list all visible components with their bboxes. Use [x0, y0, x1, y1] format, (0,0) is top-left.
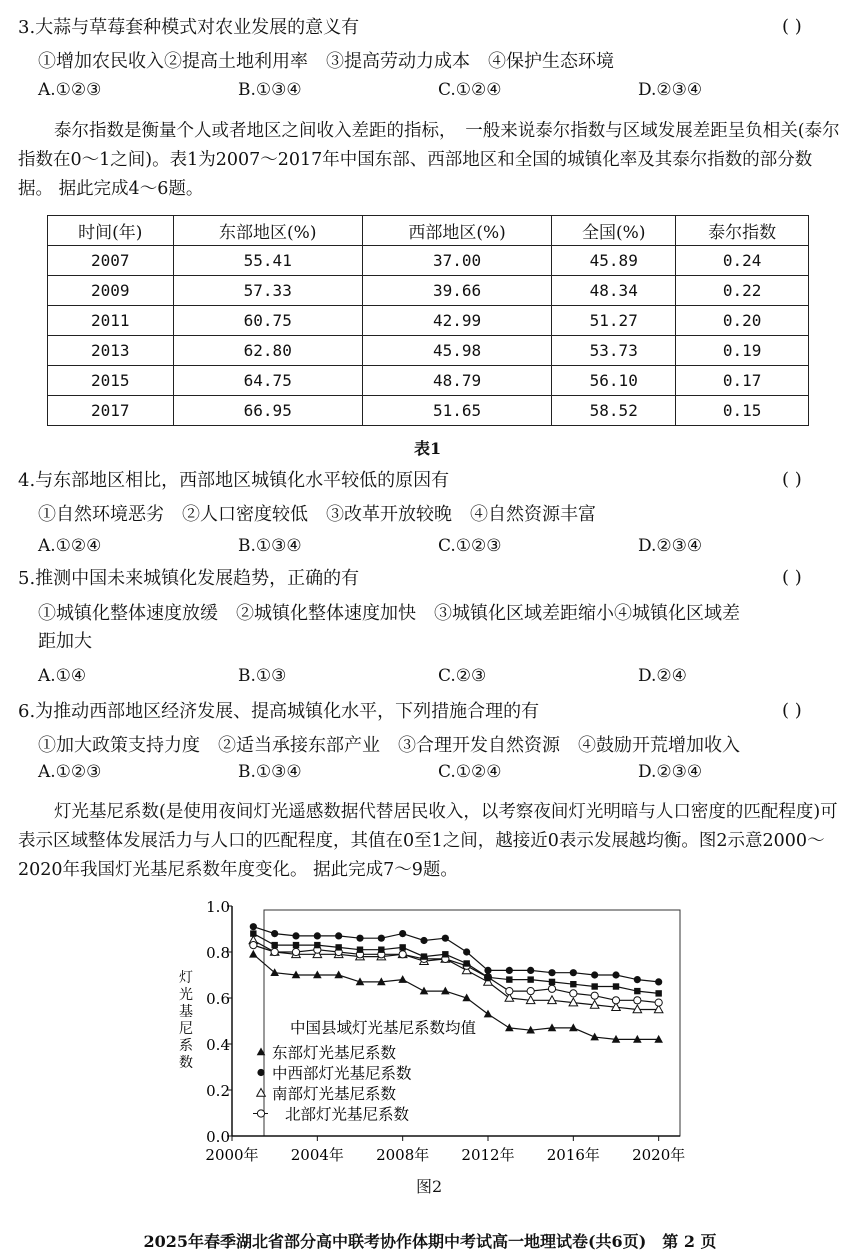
- passage-theil-text: 泰尔指数是衡量个人或者地区之间收入差距的指标， 一般来说泰尔指数与区域发展差距呈负相关(泰尔指数在0～1之间)。表1为2007～2017年中国东部、西部地区和全国的城镇化率及其泰尔指数的部分数据。 据此完成4～6题。: [18, 121, 840, 199]
- figure-2-line-chart: [0, 900, 860, 1170]
- x-tick-label: 2004年: [290, 1146, 344, 1164]
- q5-option-c: C.②③: [438, 666, 487, 686]
- data-point: [506, 967, 513, 974]
- q4-option-c: C.①②③: [438, 536, 502, 556]
- data-point: [314, 932, 321, 939]
- data-point: [292, 948, 299, 955]
- q4-option-a: A.①②④: [38, 536, 102, 556]
- y-tick-label: 0.0: [206, 1128, 230, 1146]
- table-row: [48, 336, 809, 366]
- table-1: [47, 215, 809, 426]
- data-point: [590, 1033, 599, 1041]
- table-cell: 58.52: [552, 396, 676, 426]
- data-point: [421, 953, 427, 959]
- table-cell: 53.73: [552, 336, 676, 366]
- legend-label: 北部灯光基尼系数: [285, 1105, 410, 1124]
- data-point: [442, 935, 449, 942]
- data-point: [356, 935, 363, 942]
- q4-statements: ①自然环境恶劣 ②人口密度较低 ③改革开放较晚 ④自然资源丰富: [38, 504, 596, 525]
- q5-option-a: A.①④: [38, 666, 87, 686]
- table-cell: 0.19: [676, 336, 809, 366]
- data-point: [314, 942, 320, 948]
- y-axis-label-char: 光: [179, 987, 193, 1003]
- q5-statements-line1: ①城镇化整体速度放缓 ②城镇化整体速度加快 ③城镇化区域差距缩小④城镇化区域差: [38, 603, 740, 624]
- header-east: 东部地区(%): [173, 216, 362, 246]
- table-cell: 0.20: [676, 306, 809, 336]
- q5-stem: 5.推测中国未来城镇化发展趋势，正确的有: [18, 568, 360, 589]
- data-point: [591, 992, 598, 999]
- y-tick-label: 1.0: [206, 900, 230, 916]
- data-point: [506, 988, 513, 995]
- data-point: [548, 996, 557, 1004]
- header-theil: 泰尔指数: [676, 216, 809, 246]
- header-west: 西部地区(%): [362, 216, 551, 246]
- y-axis-label-char: 系: [179, 1038, 193, 1054]
- data-point: [271, 948, 278, 955]
- table-cell: 45.98: [362, 336, 551, 366]
- legend-title: 中国县域灯光基尼系数均值: [290, 1019, 477, 1037]
- series-group: [250, 930, 662, 996]
- table-row: [48, 306, 809, 336]
- q3-stem: 3.大蒜与草莓套种模式对农业发展的意义有: [18, 17, 360, 38]
- x-tick-label: 2012年: [461, 1146, 515, 1164]
- data-point: [634, 976, 641, 983]
- data-point: [612, 971, 619, 978]
- table-row: [48, 396, 809, 426]
- data-point: [612, 997, 619, 1004]
- passage-light-gini-text: 灯光基尼系数(是使用夜间灯光遥感数据代替居民收入，以考察夜间灯光明暗与人口密度的匹配程度)可表示区域整体发展活力与人口的匹配程度，其值在0至1之间，越接近0表示发展越均衡。图2示意2000～2020年我国灯光基尼系数年度变化。 据此完成7～9题。: [18, 802, 838, 880]
- data-point: [250, 923, 257, 930]
- table-cell: 62.80: [173, 336, 362, 366]
- table-cell: 56.10: [552, 366, 676, 396]
- data-point: [398, 975, 407, 983]
- table-caption: 表1: [414, 439, 442, 458]
- table-cell: 2017: [48, 396, 174, 426]
- data-point: [463, 960, 469, 966]
- table-row: [48, 246, 809, 276]
- table-cell: 37.00: [362, 246, 551, 276]
- table-cell: 64.75: [173, 366, 362, 396]
- data-point: [570, 981, 576, 987]
- data-point: [570, 969, 577, 976]
- q3-option-c: C.①②④: [438, 80, 502, 100]
- y-tick-label: 0.2: [206, 1082, 230, 1100]
- q6-option-b: B.①③④: [238, 762, 302, 782]
- data-point: [655, 999, 662, 1006]
- table-cell: 60.75: [173, 306, 362, 336]
- passage-theil-index: [18, 117, 840, 204]
- table-cell: 0.15: [676, 396, 809, 426]
- table-cell: 2007: [48, 246, 174, 276]
- q3-statements: ①增加农民收入②提高土地利用率 ③提高劳动力成本 ④保护生态环境: [38, 51, 614, 72]
- data-point: [527, 976, 533, 982]
- table-cell: 51.27: [552, 306, 676, 336]
- x-tick-label: 2020年: [632, 1146, 686, 1164]
- table-cell: 0.17: [676, 366, 809, 396]
- table-cell: 48.34: [552, 276, 676, 306]
- table-row: [48, 276, 809, 306]
- header-national: 全国(%): [552, 216, 676, 246]
- data-point: [634, 988, 640, 994]
- data-point: [548, 985, 555, 992]
- q5-option-d: D.②④: [638, 666, 687, 686]
- q4-option-b: B.①③④: [238, 536, 302, 556]
- q4-answer-bracket: ( ): [782, 469, 802, 490]
- table-cell: 45.89: [552, 246, 676, 276]
- table-cell: 0.22: [676, 276, 809, 306]
- data-point: [527, 988, 534, 995]
- q5-statements-line2: 距加大: [38, 631, 92, 652]
- q4-stem: 4.与东部地区相比，西部地区城镇化水平较低的原因有: [18, 470, 450, 491]
- data-point: [591, 971, 598, 978]
- data-point: [613, 983, 619, 989]
- table-cell: 66.95: [173, 396, 362, 426]
- data-point: [399, 930, 406, 937]
- data-point: [378, 947, 384, 953]
- data-point: [484, 967, 491, 974]
- table-cell: 2013: [48, 336, 174, 366]
- series-group: [250, 942, 663, 1007]
- q3-option-b: B.①③④: [238, 80, 302, 100]
- table-cell: 0.24: [676, 246, 809, 276]
- q5-option-b: B.①③: [238, 666, 287, 686]
- q6-statements: ①加大政策支持力度 ②适当承接东部产业 ③合理开发自然资源 ④鼓励开荒增加收入: [38, 735, 740, 756]
- data-point: [271, 930, 278, 937]
- data-point: [655, 990, 661, 996]
- table-cell: 2009: [48, 276, 174, 306]
- data-point: [399, 951, 406, 958]
- table-row: [48, 366, 809, 396]
- data-point: [292, 932, 299, 939]
- legend-label: 南部灯光基尼系数: [272, 1085, 397, 1103]
- y-axis-label-char: 数: [179, 1055, 193, 1071]
- data-point: [485, 974, 491, 980]
- data-point: [249, 950, 258, 958]
- legend-marker: [257, 1069, 264, 1076]
- legend-label: 中西部灯光基尼系数: [272, 1064, 412, 1083]
- data-point: [570, 990, 577, 997]
- q5-answer-bracket: ( ): [782, 567, 802, 588]
- legend-marker: [257, 1110, 264, 1117]
- q4-option-d: D.②③④: [638, 536, 703, 556]
- data-point: [548, 969, 555, 976]
- data-point: [335, 932, 342, 939]
- data-point: [399, 944, 405, 950]
- data-point: [591, 983, 597, 989]
- data-point: [442, 951, 448, 957]
- table-cell: 57.33: [173, 276, 362, 306]
- data-point: [420, 937, 427, 944]
- x-tick-label: 2016年: [546, 1146, 600, 1164]
- table-cell: 2011: [48, 306, 174, 336]
- y-tick-label: 0.4: [206, 1036, 230, 1054]
- table-cell: 39.66: [362, 276, 551, 306]
- table-cell: 48.79: [362, 366, 551, 396]
- passage-light-gini: [18, 798, 840, 885]
- data-point: [549, 979, 555, 985]
- q6-option-a: A.①②③: [38, 762, 102, 782]
- data-point: [484, 1010, 493, 1018]
- q6-option-c: C.①②④: [438, 762, 502, 782]
- data-point: [378, 935, 385, 942]
- data-point: [634, 997, 641, 1004]
- q3-option-a: A.①②③: [38, 80, 102, 100]
- q6-answer-bracket: ( ): [782, 700, 802, 721]
- data-point: [505, 1023, 514, 1031]
- data-point: [293, 942, 299, 948]
- x-tick-label: 2008年: [376, 1146, 430, 1164]
- x-tick-label: 2000年: [205, 1146, 259, 1164]
- data-point: [271, 942, 277, 948]
- y-tick-label: 0.6: [206, 990, 230, 1008]
- data-point: [250, 942, 257, 949]
- table-cell: 2015: [48, 366, 174, 396]
- q6-stem: 6.为推动西部地区经济发展、提高城镇化水平，下列措施合理的有: [18, 701, 540, 722]
- header-year: 时间(年): [48, 216, 174, 246]
- data-point: [655, 978, 662, 985]
- table-cell: 51.65: [362, 396, 551, 426]
- q3-option-d: D.②③④: [638, 80, 703, 100]
- data-point: [527, 967, 534, 974]
- y-axis-label-char: 灯: [179, 970, 193, 986]
- q3-answer-bracket: ( ): [782, 16, 802, 37]
- table-header-row: [48, 216, 809, 246]
- table-cell: 55.41: [173, 246, 362, 276]
- data-point: [335, 944, 341, 950]
- data-point: [463, 948, 470, 955]
- y-tick-label: 0.8: [206, 944, 230, 962]
- legend-label: 东部灯光基尼系数: [272, 1044, 397, 1062]
- data-point: [506, 976, 512, 982]
- figure-caption: 图2: [416, 1177, 443, 1196]
- y-axis-label-char: 基: [179, 1004, 193, 1020]
- y-axis-label-char: 尼: [179, 1021, 193, 1037]
- table-cell: 42.99: [362, 306, 551, 336]
- page-footer: 2025年春季湖北省部分高中联考协作体期中考试高一地理试卷(共6页) 第 2 页: [143, 1232, 717, 1251]
- data-point: [250, 930, 256, 936]
- data-point: [357, 947, 363, 953]
- q6-option-d: D.②③④: [638, 762, 703, 782]
